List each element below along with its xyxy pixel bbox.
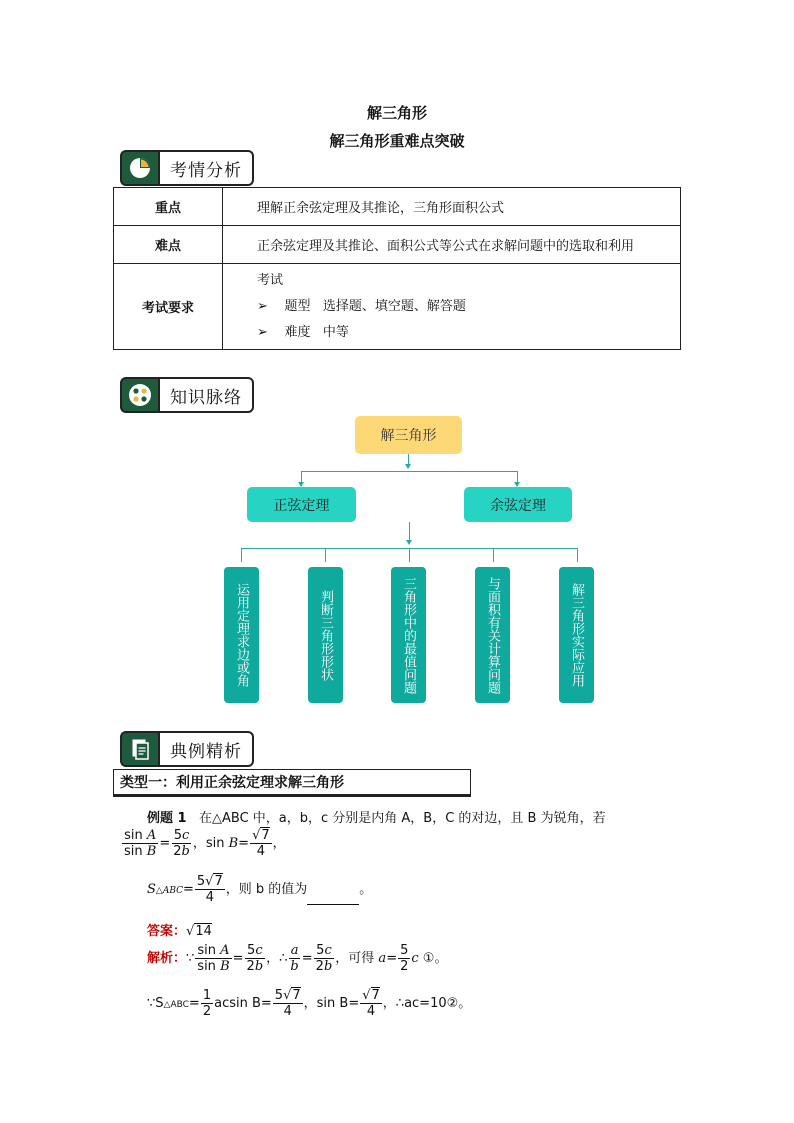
example-label: 例题 1 bbox=[147, 811, 187, 826]
page-title: 解三角形 bbox=[366, 104, 427, 122]
mindmap-branch-cosine: 余弦定理 bbox=[464, 487, 572, 522]
table-row bbox=[114, 188, 681, 226]
arrow-down-icon bbox=[406, 540, 412, 545]
mindmap-leaf: 解三角形实际应用 bbox=[559, 567, 594, 703]
divider bbox=[113, 795, 471, 797]
exam-bullet-level bbox=[257, 320, 679, 346]
mindmap-branch-sine: 正弦定理 bbox=[247, 487, 356, 522]
mindmap-leaf: 判断三角形形状 bbox=[308, 567, 343, 703]
connector bbox=[517, 471, 518, 482]
row-header-difficulty: 难点 bbox=[114, 226, 223, 264]
table-row bbox=[114, 264, 681, 350]
example-question-line bbox=[147, 807, 606, 826]
section-title-knowledge: 知识脉络 bbox=[158, 377, 254, 413]
mindmap-root: 解三角形 bbox=[355, 416, 462, 454]
analysis-result: ，可得 bbox=[335, 951, 375, 966]
arrow-down-icon bbox=[405, 464, 411, 469]
mindmap-leaf: 与面积有关计算问题 bbox=[475, 567, 510, 703]
question-tail: ，则 b 的值为 bbox=[225, 882, 308, 897]
analysis-label: 解析： bbox=[147, 951, 187, 966]
pie-chart-icon bbox=[120, 150, 158, 186]
table-row bbox=[114, 226, 681, 264]
connector bbox=[493, 548, 494, 562]
connector bbox=[409, 548, 410, 562]
example-intro: 在△ABC 中，a，b，c 分别是内角 A，B，C 的对边，且 B 为锐角，若 bbox=[198, 811, 606, 826]
row-value-difficulty: 正余弦定理及其推论、面积公式等公式在求解问题中的选取和利用 bbox=[223, 226, 681, 264]
answer-line: 答案：√14 bbox=[147, 924, 212, 939]
connector bbox=[301, 471, 302, 482]
answer-value: 14 bbox=[195, 924, 212, 939]
connector bbox=[409, 522, 410, 542]
row-header-exam: 考试要求 bbox=[114, 264, 223, 350]
exam-type-label: 题型 bbox=[284, 298, 311, 314]
row-value-focus: 理解正余弦定理及其推论，三角形面积公式 bbox=[223, 188, 681, 226]
mindmap-leaf: 三角形中的最值问题 bbox=[391, 567, 426, 703]
section-title-analysis: 考情分析 bbox=[158, 150, 254, 186]
exam-bullet-type bbox=[257, 294, 679, 320]
section-header-analysis bbox=[120, 150, 254, 186]
type-heading: 类型一：利用正余弦定理求解三角形 bbox=[113, 769, 471, 795]
requirements-table bbox=[113, 187, 681, 350]
formula-line-1: $\frac{\text{sin A}}{\text{sin B}}$ = $\frac{5c}{2b}$ ，sin B= $\frac{√7}{4}$ ， bbox=[124, 828, 286, 859]
section-header-examples bbox=[120, 731, 254, 767]
section-title-examples: 典例精析 bbox=[158, 731, 254, 767]
document-icon bbox=[120, 731, 158, 767]
answer-label: 答案： bbox=[147, 924, 187, 939]
formula-line-2: S△ABC= $\frac{5√7}{4}$ ，则 b 的值为 。 bbox=[147, 874, 373, 905]
analysis-line-2: ∵S△ABC= $\frac{1}{2}$ acsin B= $\frac{5√7}{4}$ ，sin B= $\frac{√7}{4}$ ，∴ac=10②。 bbox=[147, 988, 472, 1019]
question-period: 。 bbox=[359, 882, 373, 897]
page-subtitle: 解三角形重难点突破 bbox=[329, 132, 465, 150]
connector bbox=[577, 548, 578, 562]
connector bbox=[241, 548, 242, 562]
connector bbox=[301, 471, 517, 472]
mindmap-leaf: 运用定理求边或角 bbox=[224, 567, 259, 703]
exam-line: 考试 bbox=[257, 272, 284, 288]
section-header-knowledge bbox=[120, 377, 254, 413]
exam-type-value: 选择题、填空题、解答题 bbox=[322, 298, 466, 314]
analysis-result-2: ，∴ac=10②。 bbox=[382, 996, 472, 1011]
answer-blank bbox=[307, 904, 359, 905]
connector bbox=[325, 548, 326, 562]
dots-icon bbox=[120, 377, 158, 413]
analysis-line-1: 解析：∵ $\frac{\text{sin A}}{\text{sin B}}$ = $\frac{5c}{2b}$ ，∴ $\frac{a}{b}$ = $\frac{5c}{2b}$ ，可得 a= $\frac{5}{2}$ c ①。 bbox=[147, 943, 448, 974]
row-value-exam bbox=[223, 264, 681, 350]
exam-level-value: 中等 bbox=[322, 324, 349, 340]
bullet-arrow-icon: ➢ bbox=[257, 324, 268, 340]
bullet-arrow-icon: ➢ bbox=[257, 298, 268, 314]
exam-level-label: 难度 bbox=[284, 324, 311, 340]
row-header-focus: 重点 bbox=[114, 188, 223, 226]
